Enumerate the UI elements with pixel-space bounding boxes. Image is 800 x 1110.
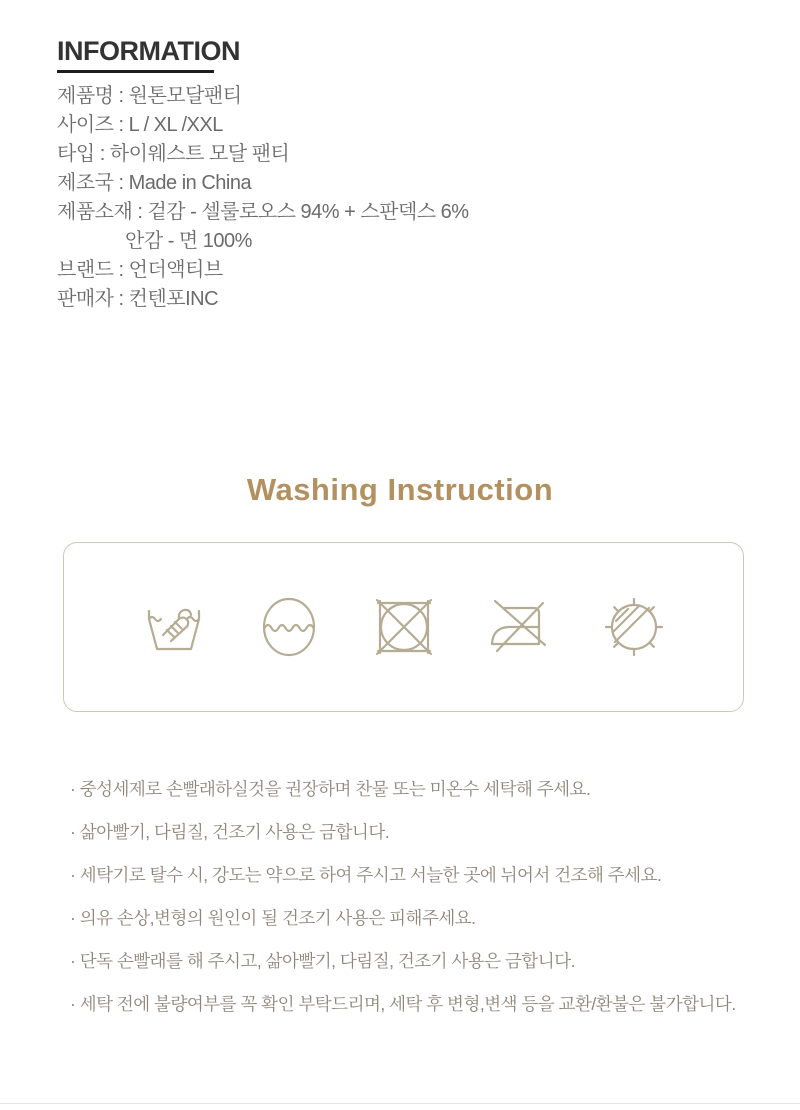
product-info-list [57,82,657,314]
brand-line: 브랜드 : 언더액티브 [57,259,223,281]
washing-note: · 중성세제로 손빨래하실것을 권장하며 찬물 또는 미온수 세탁해 주세요. [70,779,591,799]
washing-note: · 삶아빨기, 다림질, 건조기 사용은 금합니다. [70,822,390,842]
do-not-sun-dry-icon [602,595,666,659]
size-line: 사이즈 : L / XL /XXL [57,114,223,136]
type-line: 타입 : 하이웨스트 모달 팬티 [57,143,290,165]
washing-notes-list [70,778,750,1036]
washing-instruction-heading: Washing Instruction [246,472,554,507]
washing-note: · 단독 손빨래를 해 주시고, 삶아빨기, 다림질, 건조기 사용은 금합니다. [70,951,575,971]
hand-wash-icon [142,595,206,659]
heading-underline [57,70,214,73]
do-not-tumble-dry-icon [372,595,436,659]
do-not-iron-icon [487,595,551,659]
care-icon-box [63,542,744,712]
seller-line: 판매자 : 컨텐포INC [57,288,219,310]
bottom-divider [0,1103,800,1104]
gentle-machine-wash-icon [257,595,321,659]
washing-note: · 의유 손상,변형의 원인이 될 건조기 사용은 피해주세요. [70,908,476,928]
product-name-line: 제품명 : 원톤모달팬티 [57,85,242,107]
material-outer-line: 제품소재 : 겉감 - 셀룰로오스 94% + 스판덱스 6% [57,201,469,223]
washing-note: · 세탁기로 탈수 시, 강도는 약으로 하여 주시고 서늘한 곳에 뉘어서 건조해 주세요. [70,865,662,885]
material-lining-line: 안감 - 면 100% [125,230,252,252]
information-heading: INFORMATION [57,36,240,66]
origin-line: 제조국 : Made in China [57,172,252,194]
washing-note: · 세탁 전에 불량여부를 꼭 확인 부탁드리며, 세탁 후 변형,변색 등을 교환/환불은 불가합니다. [70,994,736,1014]
